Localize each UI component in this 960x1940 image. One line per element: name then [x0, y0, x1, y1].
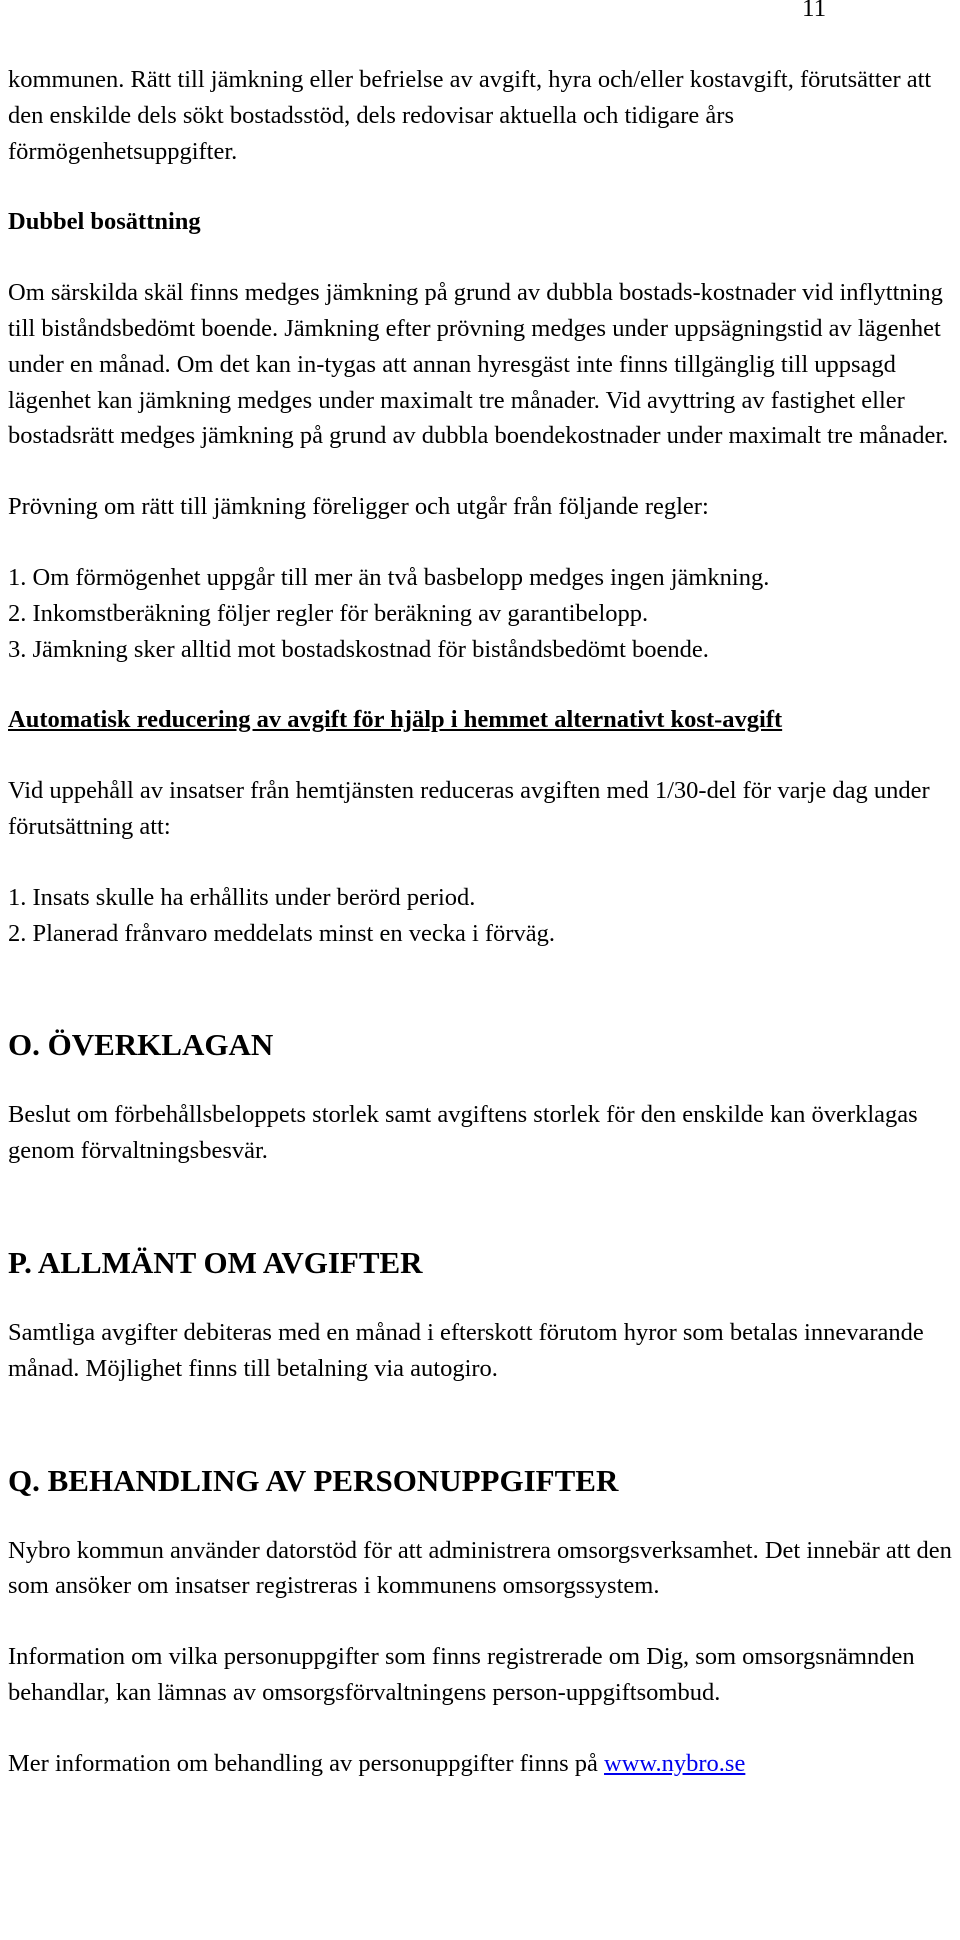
- list-item: 1. Insats skulle ha erhållits under berörd period.: [8, 883, 476, 911]
- document-body: [8, 62, 953, 1782]
- list-item: 2. Planerad frånvaro meddelats minst en vecka i förväg.: [8, 919, 555, 947]
- personuppgifter-paragraph-3: [8, 1746, 953, 1782]
- list-item: 3. Jämkning sker alltid mot bostadskostnad för biståndsbedömt boende.: [8, 635, 709, 663]
- personuppgifter-paragraph-1: Nybro kommun använder datorstöd för att administrera omsorgsverksamhet. Det innebär att den som ansöker om insatser registreras i kommunens omsorgssystem.: [8, 1536, 952, 1600]
- provning-paragraph: Prövning om rätt till jämkning föreligger och utgår från följande regler:: [8, 493, 709, 521]
- heading-overklagan: O. ÖVERKLAGAN: [8, 1027, 274, 1063]
- more-info-text: Mer information om behandling av personuppgifter finns på: [8, 1749, 605, 1777]
- rules-list: [8, 560, 953, 667]
- personuppgifter-paragraph-2: Information om vilka personuppgifter som finns registrerade om Dig, som omsorgsnämnden behandlar, kan lämnas av omsorgsförvaltningens person-uppgiftsombud.: [8, 1643, 915, 1706]
- automatisk-paragraph: Vid uppehåll av insatser från hemtjänsten reduceras avgiften med 1/30-del för varje dag under förutsättning att:: [8, 777, 930, 840]
- list-item: 2. Inkomstberäkning följer regler för beräkning av garantibelopp.: [8, 599, 649, 627]
- page-number: 11: [802, 0, 827, 22]
- heading-automatisk-reducering: Automatisk reducering av avgift för hjälp i hemmet alternativt kost-avgift: [8, 706, 783, 734]
- dubbel-paragraph: Om särskilda skäl finns medges jämkning på grund av dubbla bostads-kostnader vid inflyttning till biståndsbedömt boende. Jämkning efter prövning medges under uppsägningstid av lägenhet under en månad. Om det kan in-tygas att annan hyresgäst inte finns tillgänglig till uppsagd lägenhet kan jämkning medges under maximalt tre månader. Vid avyttring av fastighet eller bostadsrätt medges jämkning på grund av dubbla boendekostnader under maximalt tre månader.: [8, 279, 949, 450]
- heading-allmant-om-avgifter: P. ALLMÄNT OM AVGIFTER: [8, 1244, 423, 1280]
- conditions-list: [8, 880, 953, 952]
- heading-behandling-av-personuppgifter: Q. BEHANDLING AV PERSONUPPGIFTER: [8, 1462, 619, 1498]
- allmant-paragraph: Samtliga avgifter debiteras med en månad i efterskott förutom hyror som betalas innevarande månad. Möjlighet finns till betalning via autogiro.: [8, 1318, 924, 1382]
- heading-dubbel-bosattning: Dubbel bosättning: [8, 208, 201, 236]
- overklagan-paragraph: Beslut om förbehållsbeloppets storlek samt avgiftens storlek för den enskilde kan överklagas genom förvaltningsbesvär.: [8, 1101, 918, 1165]
- nybro-website-link[interactable]: www.nybro.se: [604, 1749, 746, 1777]
- intro-paragraph: kommunen. Rätt till jämkning eller befrielse av avgift, hyra och/eller kostavgift, förutsätter att den enskilde dels sökt bostadsstöd, dels redovisar aktuella och tidigare års förmögenhetsuppgifter.: [8, 66, 932, 165]
- list-item: 1. Om förmögenhet uppgår till mer än två basbelopp medges ingen jämkning.: [8, 563, 770, 591]
